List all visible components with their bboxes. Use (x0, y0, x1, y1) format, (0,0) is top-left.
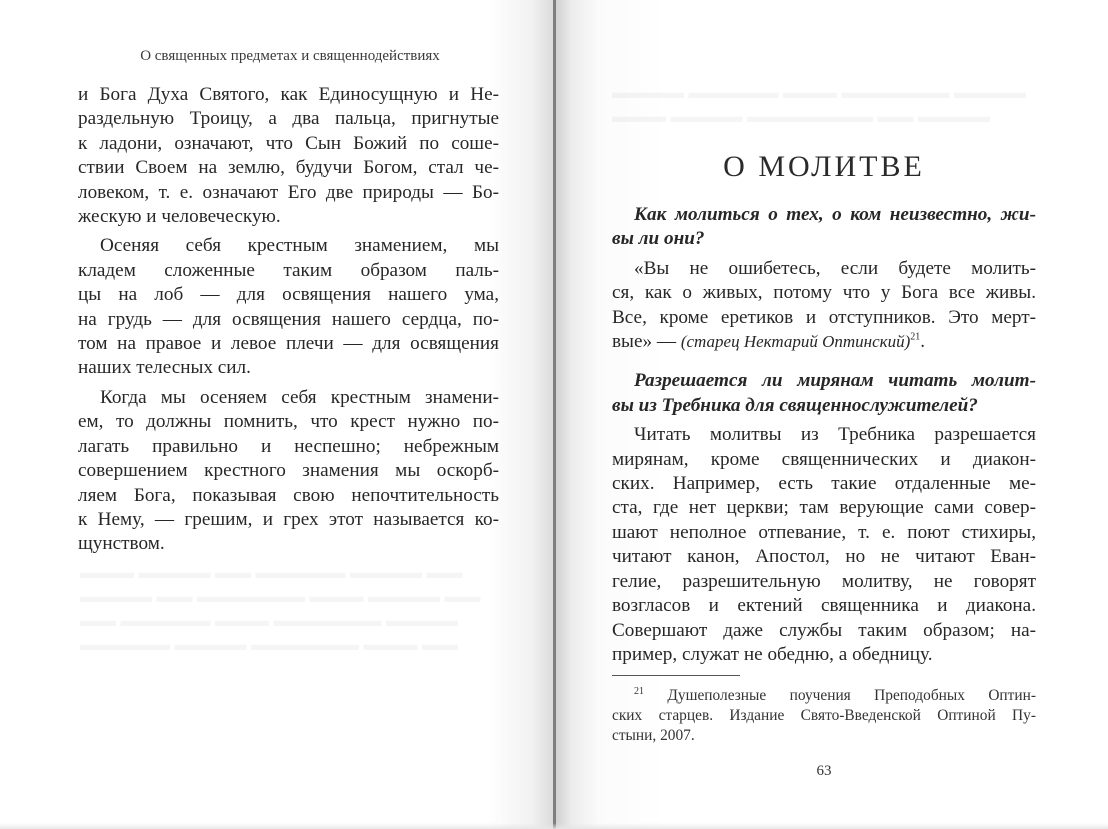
text-line: шают неполное отпевание, т. е. поют стихиры, (612, 521, 1036, 543)
question-line: Как молиться о тех, о ком неизвестно, жи- (634, 204, 1036, 225)
text-line: ловеком, т. е. означают Его две природы — Бо- (78, 181, 499, 203)
book-spine-gutter (553, 0, 556, 829)
question-heading (612, 203, 1036, 252)
footnote-line: ских старцев. Издание Свято-Введенской Оптиной Пу- (612, 707, 1036, 724)
text-line: ляем Бога, показывая свою непочтительность (78, 484, 499, 506)
text-line: на грудь — для освящения нашего сердца, по- (78, 308, 499, 330)
footnote-line (612, 686, 1036, 706)
text-line: ствии Своем на землю, будучи Богом, стал че- (78, 157, 499, 179)
text-line: «Вы не ошибетесь, если будете молить- (634, 257, 1036, 279)
text-line: гелие, разрешительную молитву, не говорят (612, 570, 1036, 592)
question-heading (612, 369, 1036, 418)
text-line: к Нему, — грешим, и грех этот называется ко- (78, 508, 499, 530)
footnote-number: 21 (634, 685, 644, 697)
text-line: щунством. (78, 533, 165, 555)
footnote-text: Душеполезные поучения Преподобных Оптин- (667, 687, 1036, 704)
page-bottom-edge (0, 823, 1108, 829)
paragraph (78, 83, 499, 229)
attribution: (старец Нектарий Оптинский) (680, 332, 911, 352)
text-line: ских. Например, есть такие отдаленные ме- (612, 473, 1036, 495)
footnote-line: стыни, 2007. (612, 727, 695, 744)
text-line: кладем сложенные таким образом паль- (78, 259, 499, 281)
text-line: Когда мы осеняем себя крестным знамени- (100, 386, 499, 408)
running-head: О священных предметах и священнодействиях (140, 48, 440, 64)
text-line: ся, как о живых, потому что у Бога все живы. (612, 282, 1036, 304)
text-line: Осеняя себя крестным знамением, мы (100, 235, 499, 257)
text-line: лагать правильно и неспешно; небрежным (78, 435, 499, 457)
question-line: вы ли они? (612, 228, 705, 250)
text-line: жескую и человеческую. (78, 206, 281, 228)
text-line: пример, служат не обедню, а обедницу. (612, 643, 933, 665)
text-line (612, 330, 1036, 354)
text-line: ем, то должны помнить, что крест нужно по- (78, 411, 499, 433)
answer-paragraph (612, 257, 1036, 355)
footnote-divider (612, 675, 740, 676)
left-page-body (78, 83, 499, 562)
paragraph (78, 234, 499, 380)
footnote (612, 686, 1036, 746)
text-line: раздельную Троицу, а два пальца, пригнутые (78, 108, 499, 130)
text-line: совершением крестного знамения мы оскорб- (78, 460, 499, 482)
quote-end: вые» — (612, 331, 681, 353)
chapter-title: О МОЛИТВЕ (723, 150, 925, 183)
paragraph (78, 386, 499, 557)
text-line: возгласов и ектений священника и диакона. (612, 595, 1036, 617)
bleed-through-text (80, 560, 500, 760)
question-line: Разрешается ли мирянам читать молит- (634, 370, 1036, 392)
text-line: читают канон, Апостол, но не читают Еван- (612, 546, 1036, 568)
answer-paragraph (612, 423, 1036, 667)
text-line: Все, кроме еретиков и отступников. Это мерт- (612, 306, 1036, 328)
text-line: ста, где нет церкви; там верующие сами совер- (612, 497, 1036, 519)
bleed-through-text (612, 80, 1032, 140)
page-number: 63 (816, 763, 832, 779)
footnote-ref: 21 (910, 331, 921, 343)
text-line: мирянам, кроме священнических и диакон- (612, 448, 1036, 470)
text-line: цы на лоб — для освящения нашего ума, (78, 284, 499, 306)
right-page-body (612, 203, 1036, 672)
text-line: наших телесных сил. (78, 357, 251, 379)
text-line: и Бога Духа Святого, как Единосущную и Не- (78, 84, 499, 105)
sentence-end: . (920, 331, 926, 353)
text-line: к ладони, означают, что Сын Божий по соше- (78, 132, 499, 154)
question-line: вы из Требника для священнослужителей? (612, 394, 978, 416)
text-line: Читать молитвы из Требника разрешается (634, 424, 1036, 446)
text-line: Совершают даже службы таким образом; на- (612, 619, 1036, 641)
text-line: том на правое и левое плечи — для освящения (78, 333, 499, 355)
